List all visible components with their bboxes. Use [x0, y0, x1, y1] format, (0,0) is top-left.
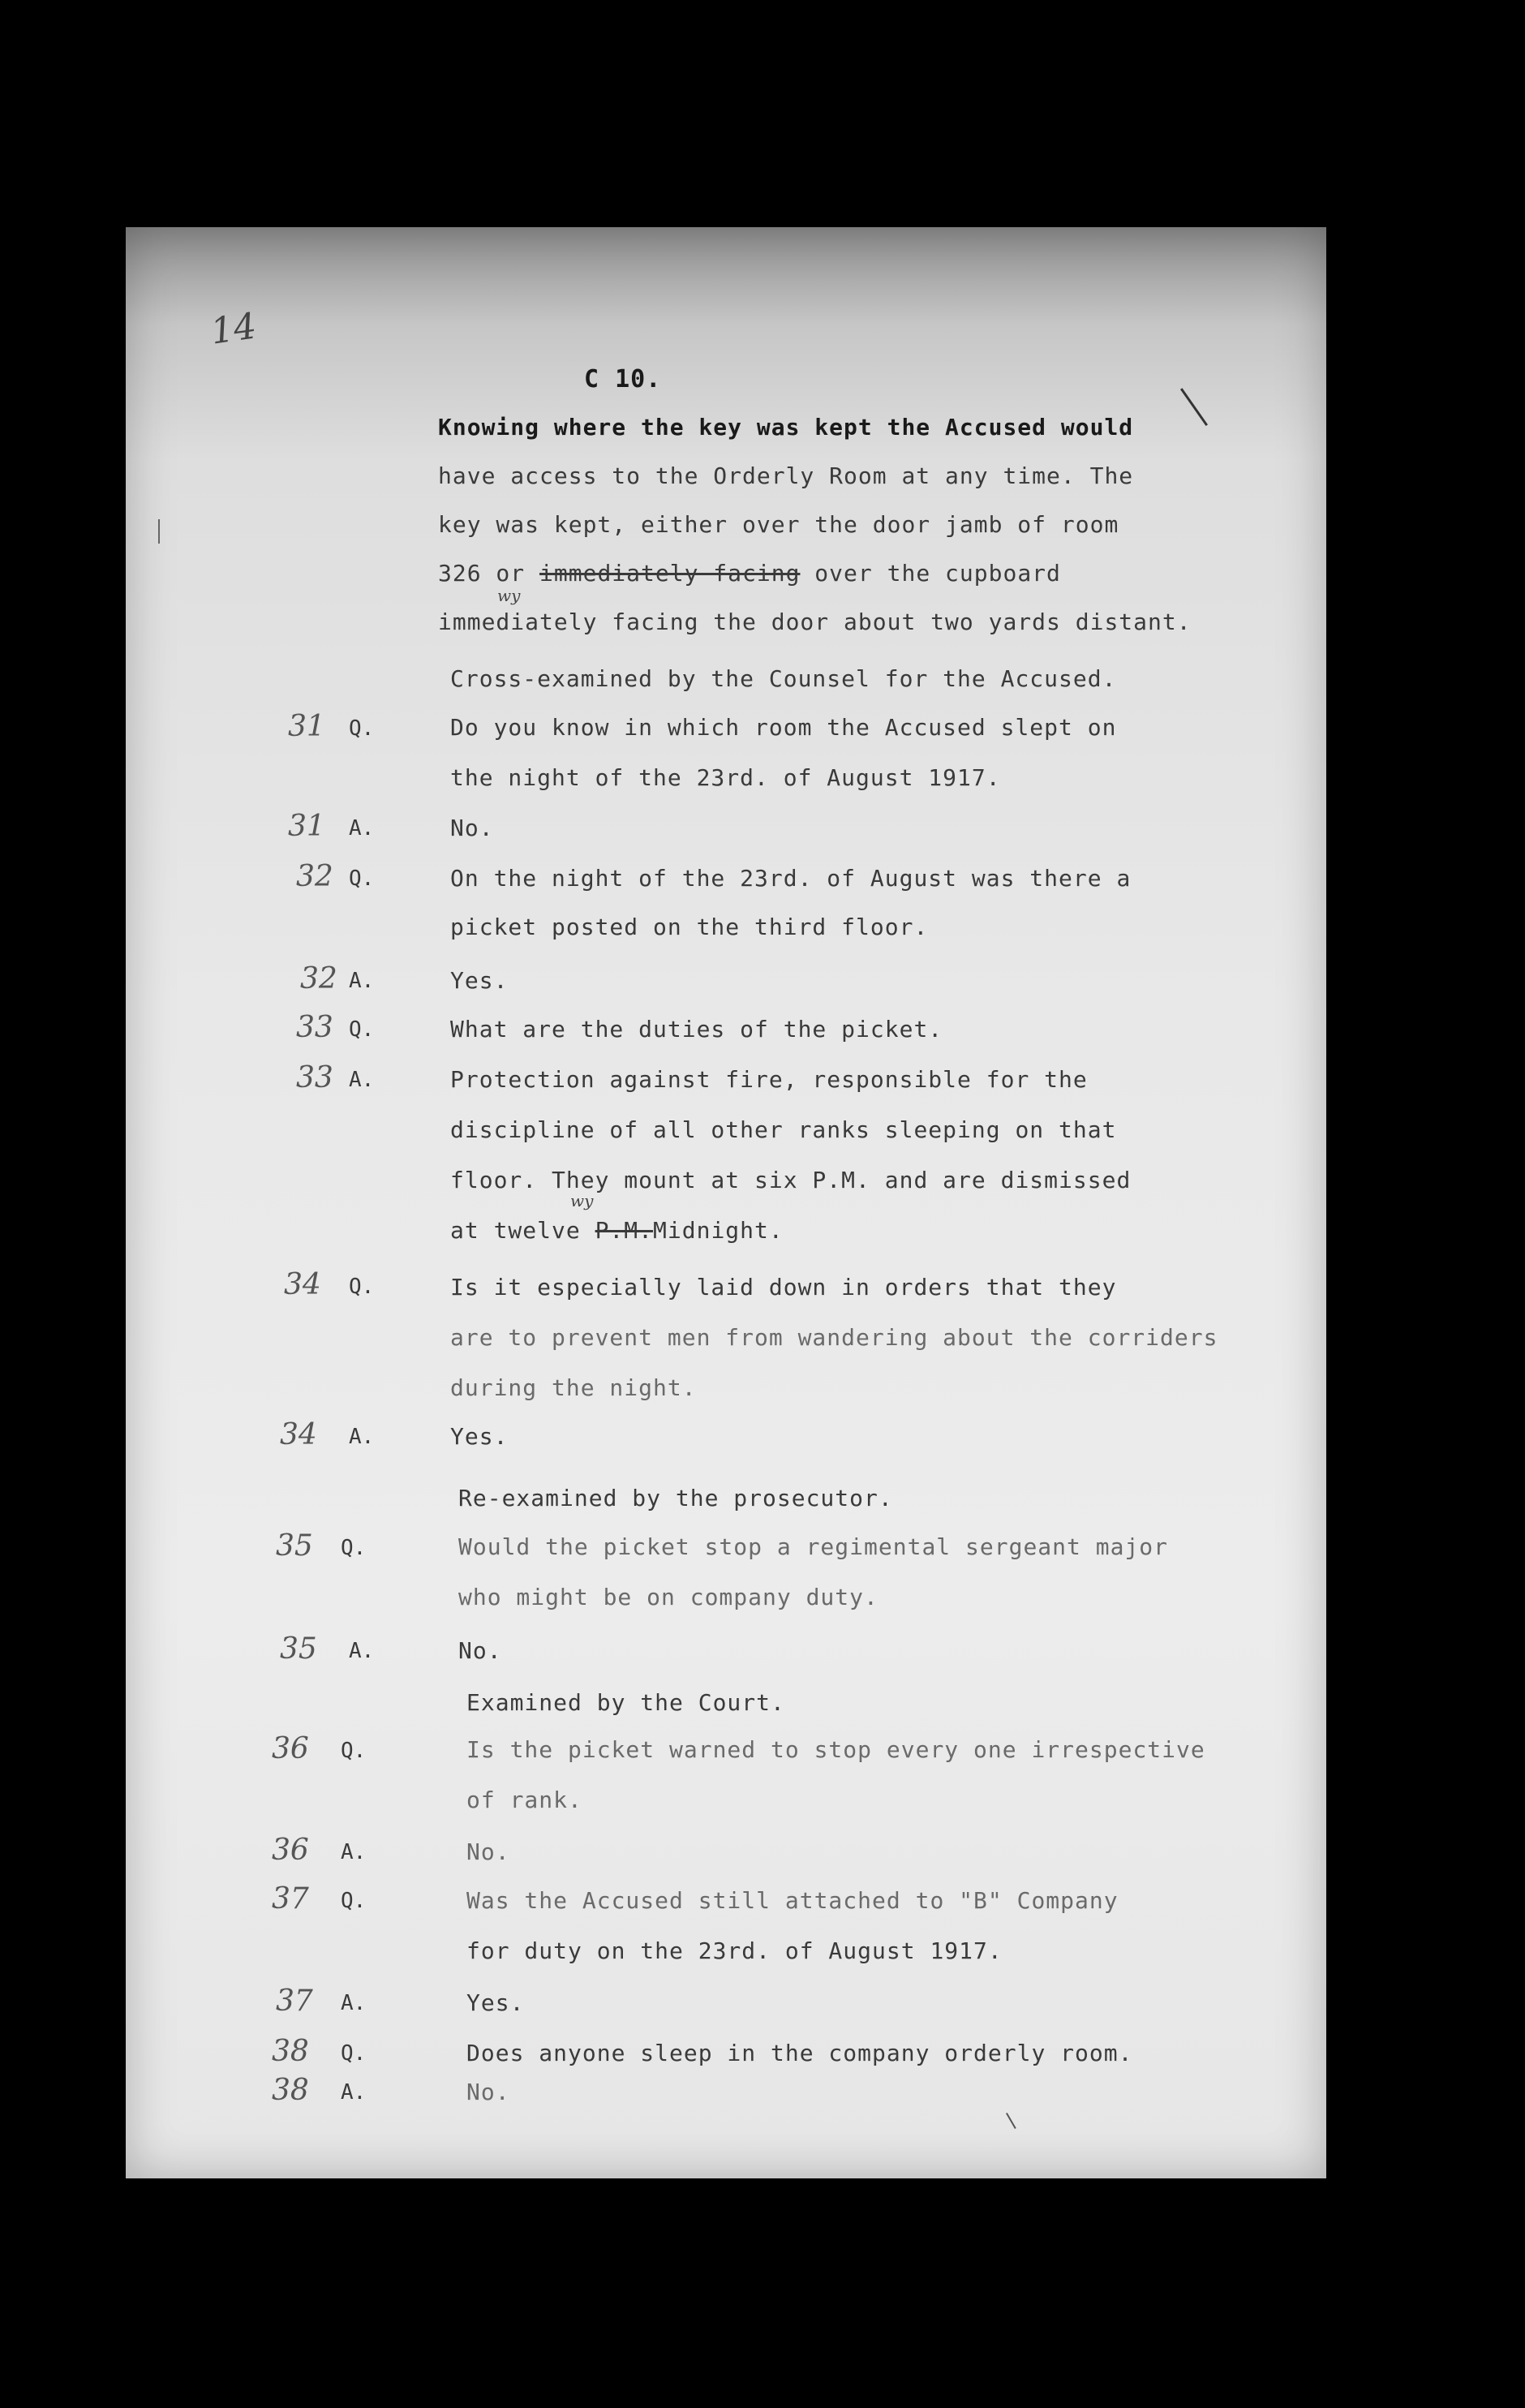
qa-number: 36 [272, 1732, 309, 1765]
pencil-tick-mark [1006, 2113, 1016, 2129]
qa-number: 37 [272, 1882, 309, 1916]
handwritten-insert-wy: wy [497, 586, 521, 605]
qa-number: 35 [280, 1632, 317, 1666]
qa-line: What are the duties of the picket. [450, 1016, 943, 1043]
qa-number: 38 [272, 2074, 309, 2107]
qa-type: A. [349, 1068, 375, 1092]
qa-line: No. [466, 2079, 510, 2105]
qa-line: for duty on the 23rd. of August 1917. [466, 1937, 1003, 1964]
qa-line: Is the picket warned to stop every one irrespective [466, 1736, 1205, 1763]
page-number-handwritten: 14 [208, 305, 260, 353]
qa-line: floor. They mount at six P.M. and are dismissed [450, 1167, 1132, 1193]
qa-line: On the night of the 23rd. of August was there a [450, 865, 1132, 892]
qa-type: Q. [341, 1536, 367, 1560]
qa-type: A. [341, 1840, 367, 1864]
qa-type: A. [349, 1639, 375, 1663]
qa-number: 34 [284, 1268, 321, 1301]
qa-line: Does anyone sleep in the company orderly room. [466, 2040, 1133, 2066]
qa-line: are to prevent men from wandering about the corriders [450, 1324, 1218, 1351]
qa-line: Yes. [450, 1423, 509, 1450]
midnight-before: at twelve [450, 1217, 595, 1244]
qa-line: the night of the 23rd. of August 1917. [450, 764, 1001, 791]
qa-type: A. [341, 2080, 367, 2105]
pencil-dash-mark [158, 519, 160, 544]
reexam-heading: Re-examined by the prosecutor. [458, 1485, 893, 1511]
qa-type: Q. [349, 866, 375, 891]
qa-type: Q. [349, 716, 375, 741]
qa-type: Q. [349, 1017, 375, 1042]
midnight-line [450, 1217, 784, 1244]
intro-line-5: immediately facing the door about two yards distant. [438, 608, 1192, 635]
qa-line: Would the picket stop a regimental sergeant major [458, 1533, 1169, 1560]
court-heading: Examined by the Court. [466, 1689, 785, 1716]
qa-type: A. [349, 1425, 375, 1449]
midnight-after: Midnight. [653, 1217, 784, 1244]
qa-line: during the night. [450, 1374, 697, 1401]
pencil-tick-mark [1180, 388, 1208, 426]
document-page [126, 227, 1326, 2178]
qa-line: No. [466, 1838, 510, 1865]
intro-line-1: Knowing where the key was kept the Accused would [438, 414, 1134, 441]
line4-after: over the cupboard [800, 560, 1061, 587]
intro-line-2: have access to the Orderly Room at any time. The [438, 462, 1134, 489]
qa-number: 31 [288, 810, 325, 843]
qa-number: 32 [300, 962, 337, 995]
qa-type: Q. [349, 1275, 375, 1299]
qa-number: 34 [280, 1418, 317, 1451]
qa-number: 33 [296, 1011, 333, 1044]
qa-type: A. [349, 816, 375, 841]
qa-line: Yes. [450, 967, 509, 994]
page-heading: C 10. [584, 365, 662, 393]
line4-before: 326 or [438, 560, 540, 587]
midnight-struck-text: P.M. [595, 1217, 654, 1244]
qa-line: Protection against fire, responsible for the [450, 1066, 1088, 1093]
qa-number: 37 [276, 1984, 313, 2018]
qa-line: Do you know in which room the Accused slept on [450, 714, 1117, 741]
qa-number: 33 [296, 1061, 333, 1094]
qa-number: 36 [272, 1834, 309, 1867]
qa-number: 38 [272, 2035, 309, 2068]
handwritten-insert-wy: wy [570, 1191, 594, 1210]
qa-type: Q. [341, 1889, 367, 1913]
line4-struck-text: immediately facing [539, 560, 801, 587]
qa-number: 31 [288, 710, 325, 743]
qa-number: 35 [276, 1529, 313, 1563]
qa-line: who might be on company duty. [458, 1584, 878, 1610]
intro-line-4 [438, 560, 1061, 587]
qa-type: A. [341, 1991, 367, 2015]
intro-line-3: key was kept, either over the door jamb of room [438, 511, 1119, 538]
cross-exam-heading: Cross-examined by the Counsel for the Accused. [450, 665, 1117, 692]
qa-line: No. [450, 815, 494, 841]
qa-line: Was the Accused still attached to "B" Company [466, 1887, 1119, 1914]
qa-number: 32 [296, 860, 333, 893]
qa-type: Q. [341, 2041, 367, 2066]
qa-line: of rank. [466, 1787, 582, 1813]
qa-line: picket posted on the third floor. [450, 914, 929, 940]
qa-line: Yes. [466, 1989, 525, 2016]
qa-type: A. [349, 969, 375, 993]
qa-line: Is it especially laid down in orders that they [450, 1274, 1117, 1301]
qa-type: Q. [341, 1739, 367, 1763]
qa-line: No. [458, 1637, 502, 1664]
qa-line: discipline of all other ranks sleeping on that [450, 1116, 1117, 1143]
